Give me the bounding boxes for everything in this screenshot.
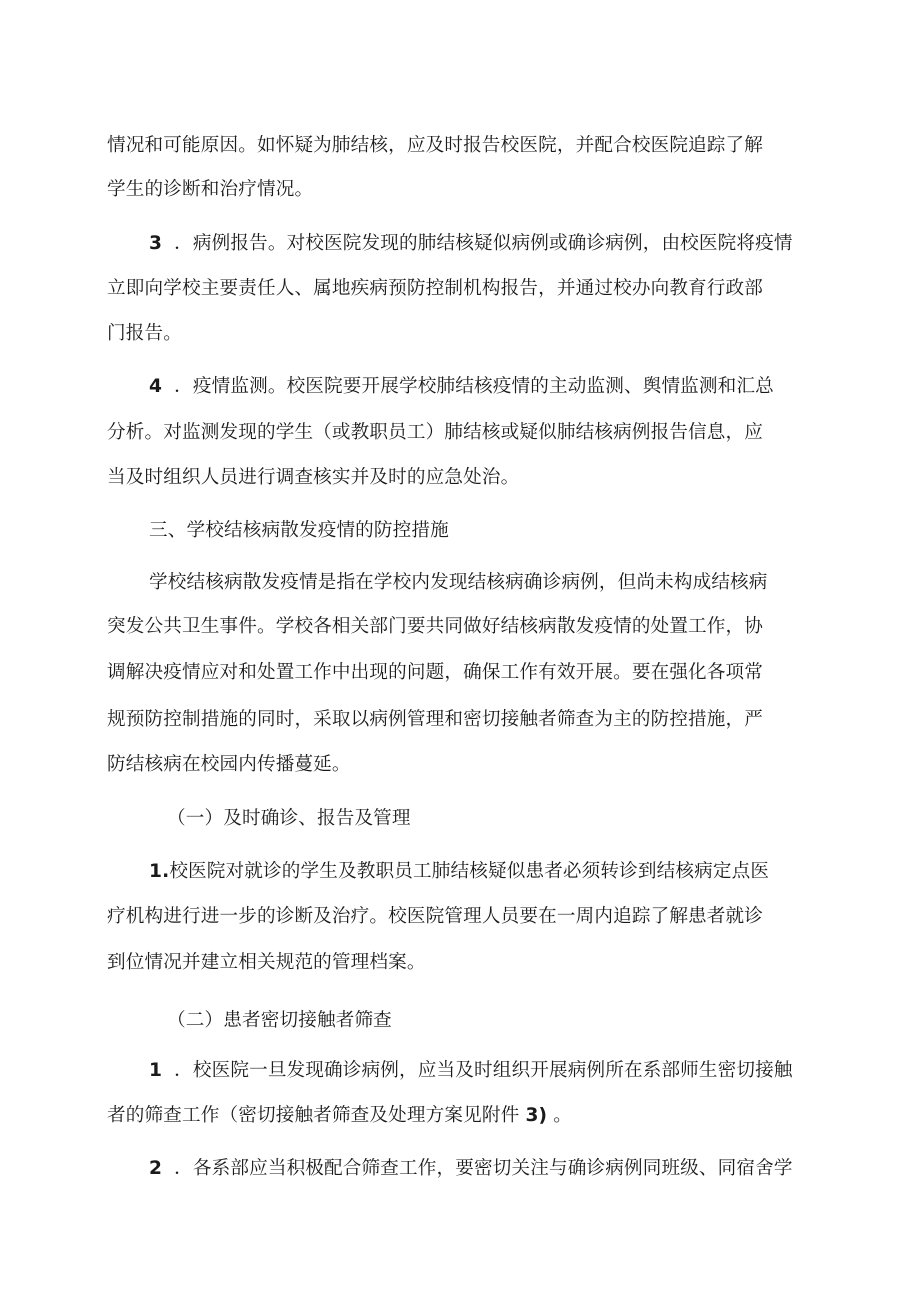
paragraph-line: 当及时组织人员进行调查核实并及时的应急处治。 — [107, 467, 520, 488]
subsection-heading: （一）及时确诊、报告及管理 — [167, 808, 411, 829]
paragraph-line: 学生的诊断和治疗情况。 — [107, 179, 314, 200]
paragraph-line: 到位情况并建立相关规范的管理档案。 — [107, 952, 426, 973]
list-item-heading: 3 ．病例报告。对校医院发现的肺结核疑似病例或确诊病例，由校医院将疫情 — [149, 233, 793, 254]
section-heading: 三、学校结核病散发疫情的防控措施 — [149, 520, 449, 541]
paragraph-line: 疗机构进行进一步的诊断及治疗。校医院管理人员要在一周内追踪了解患者就诊 — [107, 906, 764, 927]
paragraph-line: 门报告。 — [107, 323, 182, 344]
list-item-heading: 2 ．各系部应当积极配合筛查工作，要密切关注与确诊病例同班级、同宿舍学 — [149, 1158, 793, 1179]
list-item-heading: 1 ．校医院一旦发现确诊病例，应当及时组织开展病例所在系部师生密切接触 — [149, 1060, 793, 1081]
subsection-heading: （二）患者密切接触者筛查 — [167, 1010, 392, 1031]
list-item-heading: 1.校医院对就诊的学生及教职员工肺结核疑似患者必须转诊到结核病定点医 — [149, 861, 770, 882]
paragraph-line: 情况和可能原因。如怀疑为肺结核，应及时报告校医院，并配合校医院追踪了解 — [107, 135, 764, 156]
list-item-heading: 4 ．疫情监测。校医院要开展学校肺结核疫情的主动监测、舆情监测和汇总 — [149, 376, 774, 397]
paragraph-line: 分析。对监测发现的学生（或教职员工）肺结核或疑似肺结核病例报告信息，应 — [107, 422, 764, 443]
paragraph-line: 防结核病在校园内传播蔓延。 — [107, 754, 351, 775]
paragraph-line: 规预防控制措施的同时，采取以病例管理和密切接触者筛查为主的防控措施，严 — [107, 709, 764, 730]
paragraph-line: 学校结核病散发疫情是指在学校内发现结核病确诊病例，但尚未构成结核病 — [149, 572, 768, 593]
paragraph-line: 突发公共卫生事件。学校各相关部门要共同做好结核病散发疫情的处置工作，协 — [107, 616, 764, 637]
paragraph-line: 调解决疫情应对和处置工作中出现的问题，确保工作有效开展。要在强化各项常 — [107, 662, 764, 683]
paragraph-line: 者的筛查工作（密切接触者筛查及处理方案见附件 3) 。 — [107, 1105, 572, 1126]
paragraph-line: 立即向学校主要责任人、属地疾病预防控制机构报告，并通过校办向教育行政部 — [107, 278, 764, 299]
